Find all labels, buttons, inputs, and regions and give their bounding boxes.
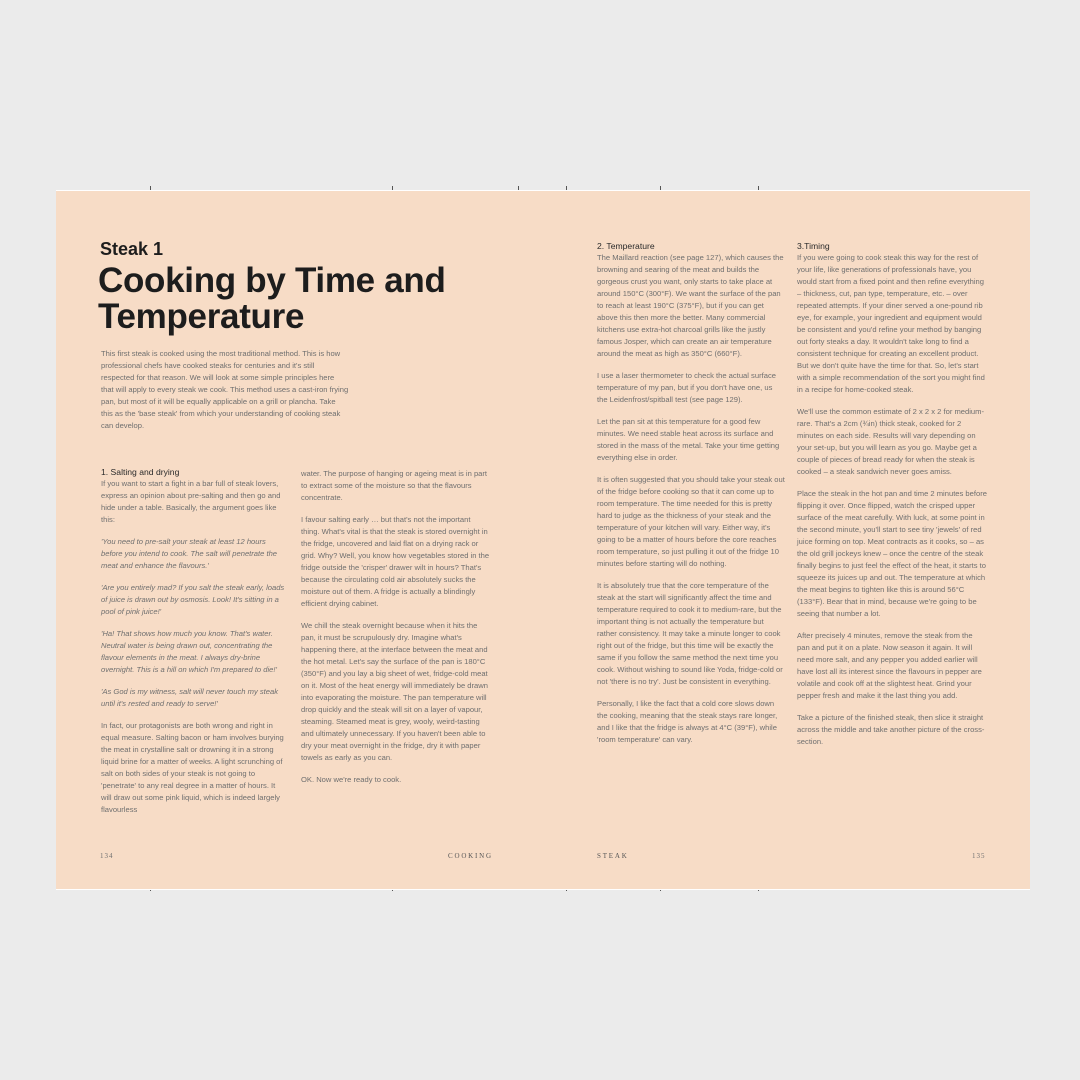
right-column-1 — [597, 240, 785, 756]
paragraph: OK. Now we're ready to cook. — [301, 775, 402, 784]
quote-paragraph: 'Ha! That shows how much you know. That's water. Neutral water is being drawn out, concentrating the flavour elements in the meat. I always dry-brine overnight. This is a hill on which I'm prepared to die!' — [101, 629, 277, 674]
paragraph: In fact, our protagonists are both wrong and right in equal measure. Salting bacon or ham involves burying the meat in crystalline salt or drowning it in a strong liquid brine for a matter of weeks. A light scrunching of salt on both sides of your steak is not going to 'penetrate' to any real degree in a matter of hours. It will draw out some pink liquid, which is indeed largely flavourless — [101, 721, 284, 814]
intro-text: This first steak is cooked using the most traditional method. This is how professional chefs have cooked steaks for centuries and it's still respected for that reason. We will look at some simple principles here that will apply to every steak we cook. This method uses a cast-iron frying pan, but most of it will be equally applicable on a grill or plancha. Take this as the 'base steak' from which your understanding of cooking steak can develop. — [101, 349, 349, 430]
paragraph: I use a laser thermometer to check the actual surface temperature of my pan, but if you don't have one, us the Leidenfrost/spitball test (see page 129). — [597, 371, 776, 404]
paragraph: We'll use the common estimate of 2 x 2 x 2 for medium-rare. That's a 2cm (¾in) thick steak, cooked for 2 minutes on each side. Results will vary depending on your set-up, but you will learn as you go. Maybe get a couple of pieces of bread ready for when the steak is cooked – a steak sandwich never goes amiss. — [797, 407, 985, 476]
paragraph: water. The purpose of hanging or ageing meat is in part to extract some of the moisture so that the flavours concentrate. — [301, 469, 488, 502]
running-head-right: STEAK — [597, 852, 629, 860]
paragraph: If you were going to cook steak this way for the rest of your life, like generations of professionals have, you would start from a fixed point and then refine everything – thickness, cut, pan type, temperature, etc. – over repeated attempts. If your diner served a one-pound rib eye, for example, your ingredient and equipment would be consistent and you'd refine your method by banging out forty steaks a day. It wouldn't take long to find a consistent technique for creating an excellent product. But we don't quite have the time for that. So, let's start with a simple recommendation of the sort you might find in a recipe for home-cooked steak. — [797, 253, 985, 394]
quote-paragraph: 'You need to pre-salt your steak at least 12 hours before you intend to cook. The salt will penetrate the meat and enhance the flavours.' — [101, 537, 278, 570]
paragraph: Place the steak in the hot pan and time 2 minutes before flipping it over. Once flipped, watch the crisped upper surface of the meat carefully. With luck, at some point in the second minute, you'll start to see tiny 'jewels' of red juice forming on top. Meat contracts as it cooks, so – as the old grill jockeys knew – once the centre of the steak finally begins to just feel the effect of the heat, it starts to squeeze its juices up and out. The temperature at which the meat begins to tighten like this is around 56°C (133°F). Bear that in mind, because we're going to be seeing that number a lot. — [797, 489, 987, 618]
paragraph: I favour salting early … but that's not the important thing. What's vital is that the steak is stored overnight in the fridge, uncovered and laid flat on a drying rack or grid. Why? Well, you know how vegetables stored in the fridge outside the 'crisper' drawer wilt in hours? That's because the circulating cold air absolutely sucks the moisture out of them. A fridge is actually a blindingly efficient drying cabinet. — [301, 515, 490, 608]
running-head-left: COOKING — [448, 852, 493, 860]
section-heading-timing: 3.Timing — [797, 241, 830, 251]
section-heading-temperature: 2. Temperature — [597, 241, 655, 251]
quote-paragraph: 'Are you entirely mad? If you salt the steak early, loads of juice is drawn out by osmosis. Look! It's sitting in a pool of pink juice!' — [101, 583, 285, 616]
paragraph: We chill the steak overnight because when it hits the pan, it must be scrupulously dry. Imagine what's happening there, at the interface between the meat and the hot metal. Let's say the surface of the pan is 180°C (350°F) and you lay a big sheet of wet, fridge-cold meat on it. Most of the heat energy will immediately be drawn into evaporating the moisture. The pan temperature will drop quickly and the steak will sit on a layer of vapour, steaming. Steamed meat is grey, wooly, weird-tasting and ultimately unnecessary. If you haven't been able to dry your meat overnight in the fridge, dry it with paper towels as early as you can. — [301, 621, 488, 762]
section-heading-salting: 1. Salting and drying — [101, 467, 180, 477]
paragraph: The Maillard reaction (see page 127), which causes the browning and searing of the meat and builds the gorgeous crust you want, only starts to take place at around 150°C (300°F). We want the surface of the pan to reach at least 190°C (375°F), but if you can get above this then more the better. Many commercial kitchens use extra-hot charcoal grills like the justly famous Josper, which can create an air temperature around the meat as high as 350°C (660°F). — [597, 253, 784, 358]
paragraph: After precisely 4 minutes, remove the steak from the pan and put it on a plate. Now season it again. It will need more salt, and any pepper you added earlier will have lost all its interest since the flavours in pepper are volatile and cook off at the slightest heat. Grind your pepper fresh and make it the last thing you add. — [797, 631, 982, 700]
page-number-right: 135 — [972, 852, 986, 860]
left-column-2 — [301, 468, 491, 796]
paragraph: If you want to start a fight in a bar full of steak lovers, express an opinion about pre-salting and then go and hide under a table. Basically, the argument goes like this: — [101, 479, 281, 524]
page-number-left: 134 — [100, 852, 114, 860]
book-spread — [56, 190, 1030, 890]
left-column-1 — [101, 466, 287, 826]
paragraph: Take a picture of the finished steak, then slice it straight across the middle and take another picture of the cross-section. — [797, 713, 985, 746]
page-title: Cooking by Time and Temperature — [98, 261, 446, 336]
paragraph: It is absolutely true that the core temperature of the steak at the start will significantly affect the time and temperature required to cook it to medium-rare, but the important thing is not actually the temperature but rather consistency. It may take a minute longer to cook right out of the fridge, but this time will be exactly the same if you follow the same method the next time you cook. Without wishing to sound like Yoda, fridge-cold or not 'there is no try'. Just be consistent in everything. — [597, 581, 783, 686]
paragraph: It is often suggested that you should take your steak out of the fridge before cooking so that it can come up to room temperature. The time needed for this is pretty hard to judge as the thickness of your steak and the temperature of your kitchen will vary. Either way, it's going to be a matter of hours before the core reaches room temperature, so just pulling it out of the fridge 10 minutes before starting will do nothing. — [597, 475, 785, 568]
quote-paragraph: 'As God is my witness, salt will never touch my steak until it's rested and ready to serve!' — [101, 687, 279, 708]
intro-paragraph — [101, 348, 349, 442]
chapter-label: Steak 1 — [100, 239, 164, 259]
paragraph: Let the pan sit at this temperature for a good few minutes. We need stable heat across its surface and stored in the mass of the metal. Take your time getting everything else in order. — [597, 417, 780, 462]
right-column-2 — [797, 240, 987, 758]
paragraph: Personally, I like the fact that a cold core slows down the cooking, meaning that the steak stays rare longer, and I like that the fridge is always at 4°C (39°F), while 'room temperature' can vary. — [597, 699, 778, 744]
